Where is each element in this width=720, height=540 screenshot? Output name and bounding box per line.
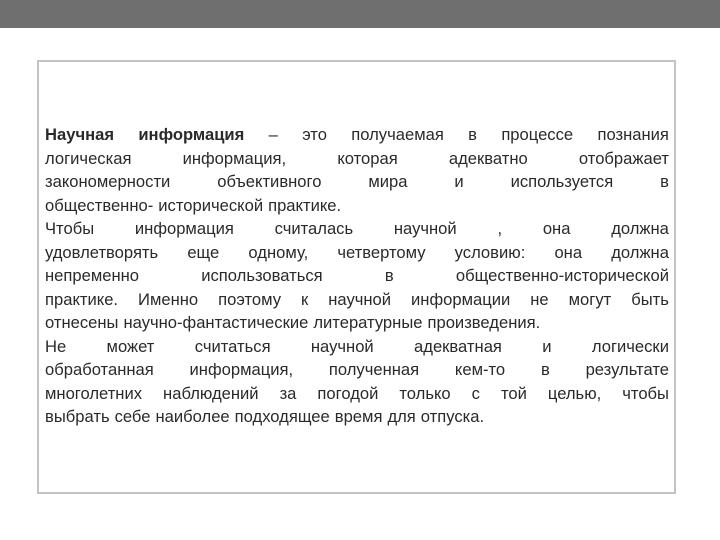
- word: используется: [510, 172, 614, 191]
- slide-body-text: [45, 123, 669, 429]
- word: наиболее: [155, 407, 230, 426]
- text-line: [45, 241, 669, 265]
- paragraph: [45, 335, 669, 429]
- word: за: [279, 383, 297, 403]
- text-line: [45, 264, 669, 288]
- word: процессе: [501, 125, 574, 144]
- text-line: [45, 311, 669, 335]
- word: отпуска.: [420, 407, 485, 426]
- text-line: [45, 170, 669, 194]
- word: адекватная: [414, 336, 502, 356]
- word: научной: [328, 289, 392, 309]
- word: научной: [393, 219, 457, 238]
- text-line: [45, 358, 669, 382]
- word: адекватно: [448, 148, 528, 168]
- word: погодой: [317, 383, 379, 403]
- text-line: [45, 335, 669, 359]
- word: считалась: [274, 219, 354, 238]
- word: обработанная: [45, 360, 154, 379]
- word: использоваться: [201, 266, 323, 285]
- word: должна: [611, 219, 669, 238]
- word: только: [399, 383, 451, 403]
- word: целью,: [547, 383, 602, 403]
- word: Именно: [138, 289, 199, 309]
- word: удовлетворять: [45, 242, 159, 262]
- word: и: [454, 172, 464, 191]
- text-line: [45, 147, 669, 171]
- word: должна: [611, 242, 669, 262]
- text-line: [45, 217, 669, 241]
- word: той: [500, 383, 527, 403]
- word: познания: [597, 125, 669, 144]
- word: чтобы: [622, 383, 669, 403]
- word: подходящее: [234, 407, 330, 426]
- word: научно-фантастические: [123, 313, 309, 332]
- word: исторической: [158, 195, 264, 215]
- word: Чтобы: [45, 219, 95, 238]
- word: непременно: [45, 266, 140, 285]
- word: и: [542, 336, 552, 356]
- word: она: [542, 219, 571, 238]
- word: отнесены: [45, 313, 119, 332]
- word: время: [334, 407, 383, 426]
- paragraph: [45, 217, 669, 335]
- word: многолетних: [45, 383, 143, 403]
- word: в: [384, 266, 394, 285]
- word: практике.: [268, 195, 342, 215]
- word: мира: [368, 172, 408, 191]
- word: кем-то: [454, 360, 506, 379]
- word: информация,: [189, 360, 294, 379]
- word: выбрать: [45, 407, 110, 426]
- word: научной: [310, 336, 374, 356]
- word: для: [387, 407, 416, 426]
- word: информация: [138, 125, 245, 144]
- word: практике.: [45, 289, 119, 309]
- word: информация,: [182, 148, 287, 168]
- word: Научная: [45, 125, 115, 144]
- word: с: [471, 383, 480, 403]
- text-line: [45, 288, 669, 312]
- word: поэтому: [218, 289, 281, 309]
- word: полученная: [328, 360, 420, 379]
- word: объективного: [217, 172, 322, 191]
- word: она: [554, 242, 583, 262]
- word: не: [530, 289, 549, 309]
- word: отображает: [578, 148, 669, 168]
- word: еще: [187, 242, 220, 262]
- text-line: [45, 123, 669, 147]
- word: ,: [497, 219, 503, 238]
- word: логически: [591, 336, 669, 356]
- word: четвертому: [337, 242, 426, 262]
- word: информации: [411, 289, 511, 309]
- word: информация: [134, 219, 234, 238]
- word: произведения.: [427, 313, 541, 332]
- word: Не: [45, 336, 67, 356]
- slide-header-band: [0, 0, 720, 28]
- word: общественно-исторической: [455, 266, 669, 285]
- word: могут: [568, 289, 612, 309]
- word: считаться: [194, 336, 271, 356]
- word: это: [302, 125, 327, 144]
- word: результате: [585, 360, 669, 379]
- word: –: [268, 125, 278, 144]
- text-line: [45, 382, 669, 406]
- word: одному,: [248, 242, 309, 262]
- text-line: [45, 194, 669, 218]
- word: быть: [631, 289, 669, 309]
- word: закономерности: [45, 172, 171, 191]
- word: литературные: [313, 313, 423, 332]
- word: может: [106, 336, 155, 356]
- word: в: [468, 125, 477, 144]
- word: общественно-: [45, 195, 154, 215]
- paragraph: [45, 123, 669, 217]
- word: в: [660, 172, 669, 191]
- word: себе: [114, 407, 151, 426]
- word: условию:: [454, 242, 526, 262]
- word: к: [300, 289, 309, 309]
- word: логическая: [45, 148, 132, 168]
- word: получаемая: [351, 125, 444, 144]
- word: наблюдений: [163, 383, 259, 403]
- word: которая: [337, 148, 398, 168]
- text-line: [45, 405, 669, 429]
- word: в: [540, 360, 550, 379]
